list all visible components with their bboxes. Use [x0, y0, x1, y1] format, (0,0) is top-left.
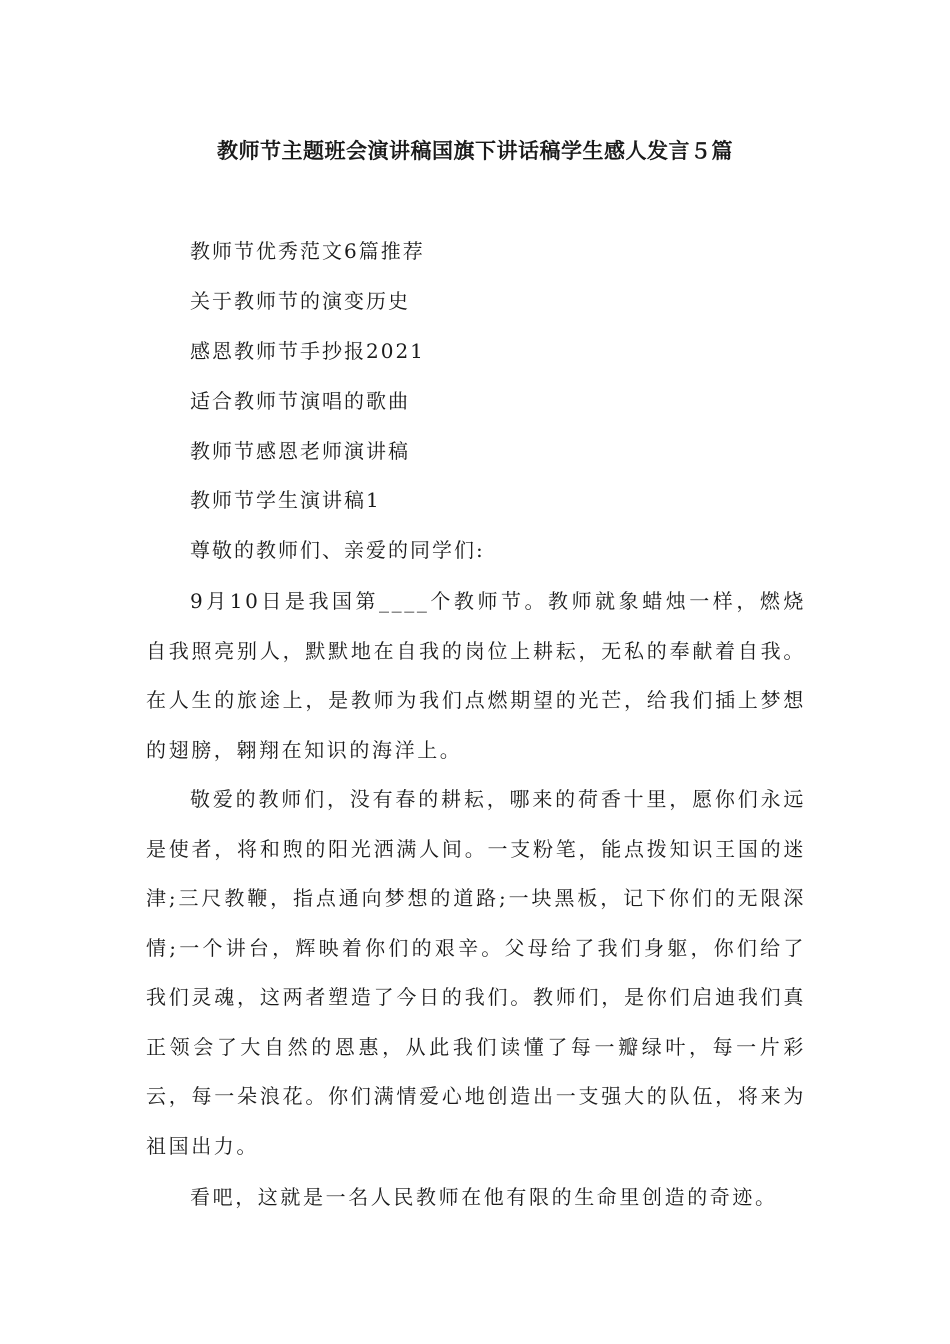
toc-item-2: 关于教师节的演变历史 — [190, 289, 410, 313]
salutation: 尊敬的教师们、亲爱的同学们: — [190, 538, 485, 562]
toc-item-4: 适合教师节演唱的歌曲 — [190, 389, 410, 413]
body-paragraph-2: 敬爱的教师们，没有春的耕耘，哪来的荷香十里，愿你们永远是使者，将和煦的阳光洒满人间。一支粉笔，能点拨知识王国的迷津;三尺教鞭，指点通向梦想的道路;一块黑板，记下你们的无限深情;一个讲台，辉映着你们的艰辛。父母给了我们身躯，你们给了我们灵魂，这两者塑造了今日的我们。教师们，是你们启迪我们真正领会了大自然的恩惠，从此我们读懂了每一瓣绿叶，每一片彩云，每一朵浪花。你们满情爱心地创造出一支强大的队伍，将来为祖国出力。 — [146, 787, 806, 1158]
toc-item-3: 感恩教师节手抄报2021 — [190, 339, 425, 363]
toc-item-6: 教师节学生演讲稿1 — [190, 488, 381, 512]
closing-line: 看吧，这就是一名人民教师在他有限的生命里创造的奇迹。 — [190, 1185, 778, 1209]
document-title: 教师节主题班会演讲稿国旗下讲话稿学生感人发言５篇 — [217, 139, 733, 163]
body-paragraph-1: 9月10日是我国第____个教师节。教师就象蜡烛一样，燃烧自我照亮别人，默默地在自我的岗位上耕耘，无私的奉献着自我。在人生的旅途上，是教师为我们点燃期望的光芒，给我们插上梦想的翅膀，翱翔在知识的海洋上。 — [146, 589, 806, 762]
toc-item-5: 教师节感恩老师演讲稿 — [190, 439, 410, 463]
toc-item-1: 教师节优秀范文6篇推荐 — [190, 239, 425, 263]
